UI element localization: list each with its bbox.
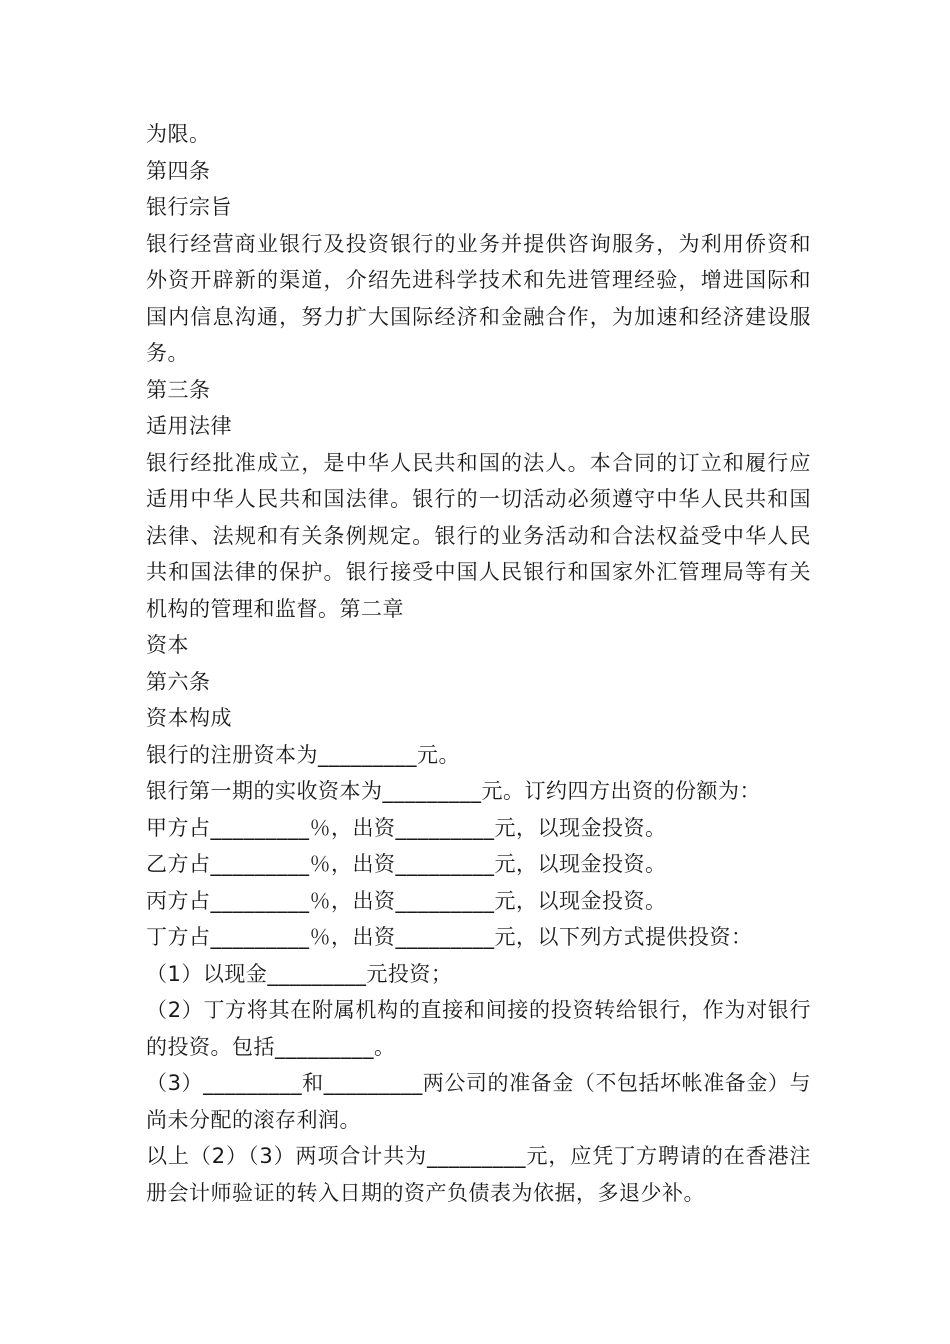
party-d-line: 丁方占_________％，出资_________元，以下列方式提供投资： bbox=[146, 925, 753, 949]
document-page bbox=[146, 116, 811, 1211]
text-line: 为限。 bbox=[146, 122, 211, 146]
total-paragraph: 以上（2）（3）两项合计共为_________元，应凭丁方聘请的在香港注册会计师验证的转入日期的资产负债表为依据，多退少补。 bbox=[146, 1144, 811, 1205]
bank-purpose-heading: 银行宗旨 bbox=[146, 195, 232, 219]
capital-heading: 资本 bbox=[146, 633, 189, 657]
paid-in-capital-line: 银行第一期的实收资本为_________元。订约四方出资的份额为： bbox=[146, 779, 761, 803]
bank-purpose-paragraph: 银行经营商业银行及投资银行的业务并提供咨询服务，为利用侨资和外资开辟新的渠道，介绍先进科学技术和先进管理经验，增进国际和国内信息沟通，努力扩大国际经济和金融合作，为加速和经济建设服务。 bbox=[146, 231, 811, 365]
applicable-law-paragraph: 银行经批准成立，是中华人民共和国的法人。本合同的订立和履行应适用中华人民共和国法律。银行的一切活动必须遵守中华人民共和国法律、法规和有关条例规定。银行的业务活动和合法权益受中华人民共和国法律的保护。银行接受中国人民银行和国家外汇管理局等有关机构的管理和监督。第二章 bbox=[146, 450, 811, 621]
item-3-paragraph: （3）_________和_________两公司的准备金（不包括坏帐准备金）与尚未分配的滚存利润。 bbox=[146, 1071, 811, 1132]
item-2-paragraph: （2）丁方将其在附属机构的直接和间接的投资转给银行，作为对银行的投资。包括_________。 bbox=[146, 998, 811, 1059]
registered-capital-line: 银行的注册资本为_________元。 bbox=[146, 742, 460, 767]
applicable-law-heading: 适用法律 bbox=[146, 414, 232, 438]
party-c-line: 丙方占_________％，出资_________元，以现金投资。 bbox=[146, 888, 667, 913]
capital-structure-heading: 资本构成 bbox=[146, 706, 232, 730]
party-b-line: 乙方占_________％，出资_________元，以现金投资。 bbox=[146, 852, 667, 876]
article-3-heading: 第三条 bbox=[146, 377, 211, 402]
article-4-heading: 第四条 bbox=[146, 158, 211, 183]
party-a-line: 甲方占_________％，出资_________元，以现金投资。 bbox=[146, 815, 667, 840]
article-6-heading: 第六条 bbox=[146, 669, 211, 694]
item-1-line: （1）以现金_________元投资； bbox=[146, 961, 453, 986]
